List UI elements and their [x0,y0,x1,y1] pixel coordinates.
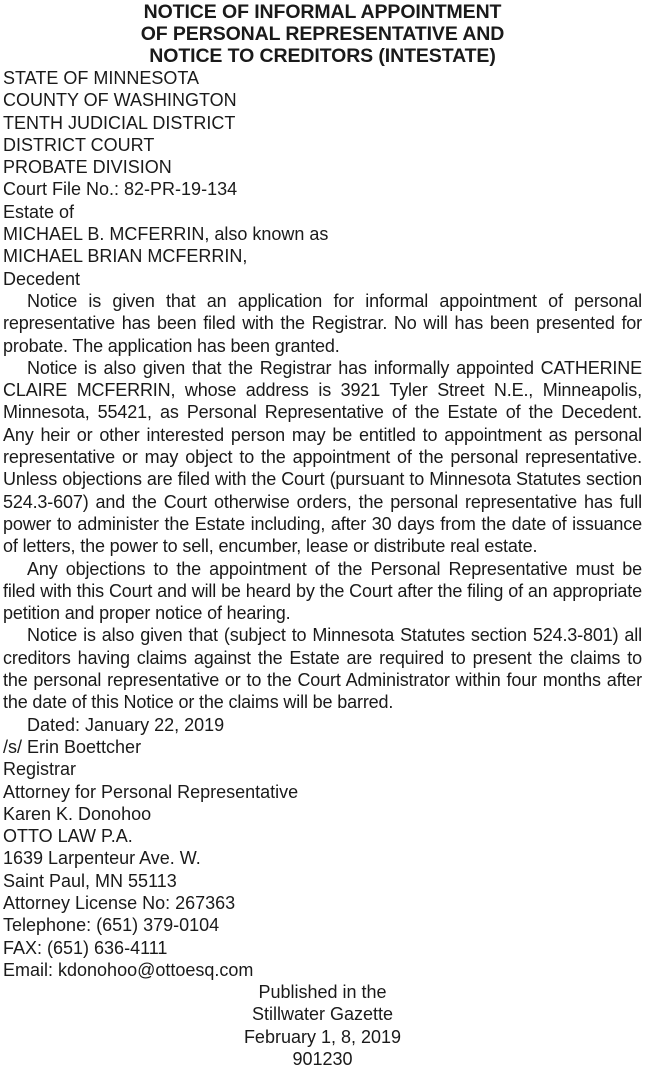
paragraph-creditors: Notice is also given that (subject to Minnesota Statutes section 524.3-801) all creditors having claims against the Estate are required to present the claims to the personal representative or to the Court Administrator within four months after the date of this Notice or the claims will be barred. [3,625,642,713]
caption-estate-of: Estate of [3,201,75,222]
title-line-1: NOTICE OF INFORMAL APPOINTMENT [143,1,502,23]
firm-city-state-zip: Saint Paul, MN 55113 [3,870,177,891]
paragraph-objections: Any objections to the appointment of the Personal Representative must be filed with this Court and will be heard by the Court after the filing of an appropriate petition and proper notice of hearing. [3,558,642,624]
caption-county: COUNTY OF WASHINGTON [3,90,237,111]
signature-block [3,736,642,981]
title-line-2: OF PERSONAL REPRESENTATIVE AND [140,23,505,45]
publication-name: Stillwater Gazette [251,1004,394,1025]
attorney-name: Karen K. Donohoo [3,803,152,824]
publication-info [3,981,642,1070]
decedent-name-line-1: MICHAEL B. MCFERRIN, also known as [3,224,329,245]
attorney-email: Email: kdonohoo@ottoesq.com [3,959,254,980]
registrar-title: Registrar [3,759,77,780]
case-caption [3,67,642,290]
publication-dates: February 1, 8, 2019 [243,1026,402,1047]
dated-line: Dated: January 22, 2019 [27,714,225,735]
registrar-signature: /s/ Erin Boettcher [3,736,142,757]
caption-decedent: Decedent [3,268,81,289]
caption-division: PROBATE DIVISION [3,157,172,178]
caption-state: STATE OF MINNESOTA [3,68,200,88]
attorney-license: Attorney License No: 267363 [3,892,236,913]
caption-court: DISTRICT COURT [3,134,155,155]
attorney-heading: Attorney for Personal Representative [3,781,299,802]
paragraph-appointment: Notice is also given that the Registrar has informally appointed CATHERINE CLAIRE MCFERRIN, whose address is 3921 Tyler Street N.E., Minneapolis, Minnesota, 55421, as Personal Representative of the Estate of the Decedent. Any heir or other interested person may be entitled to appointment as personal representative or may object to the appointment of the personal representative. Unless objections are filed with the Court (pursuant to Minnesota Statutes section 524.3-607) and the Court otherwise orders, the personal representative has full power to administer the Estate including, after 30 days from the date of issuance of letters, the power to sell, encumber, lease or distribute real estate. [3,357,642,557]
attorney-fax: FAX: (651) 636-4111 [3,937,168,958]
firm-street-address: 1639 Larpenteur Ave. W. [3,848,201,869]
paragraph-application: Notice is given that an application for informal appointment of personal representative has been filed with the Registrar. No will has been presented for probate. The application has been granted. [3,290,642,356]
attorney-telephone: Telephone: (651) 379-0104 [3,915,220,936]
caption-district: TENTH JUDICIAL DISTRICT [3,112,236,133]
law-firm-name: OTTO LAW P.A. [3,826,133,847]
title-line-3: NOTICE TO CREDITORS (INTESTATE) [149,45,496,67]
publication-number: 901230 [292,1049,353,1070]
notice-title [3,0,642,67]
decedent-name-line-2: MICHAEL BRIAN MCFERRIN, [3,246,248,267]
publication-line-1: Published in the [258,982,387,1003]
court-file-number: Court File No.: 82-PR-19-134 [3,179,238,200]
